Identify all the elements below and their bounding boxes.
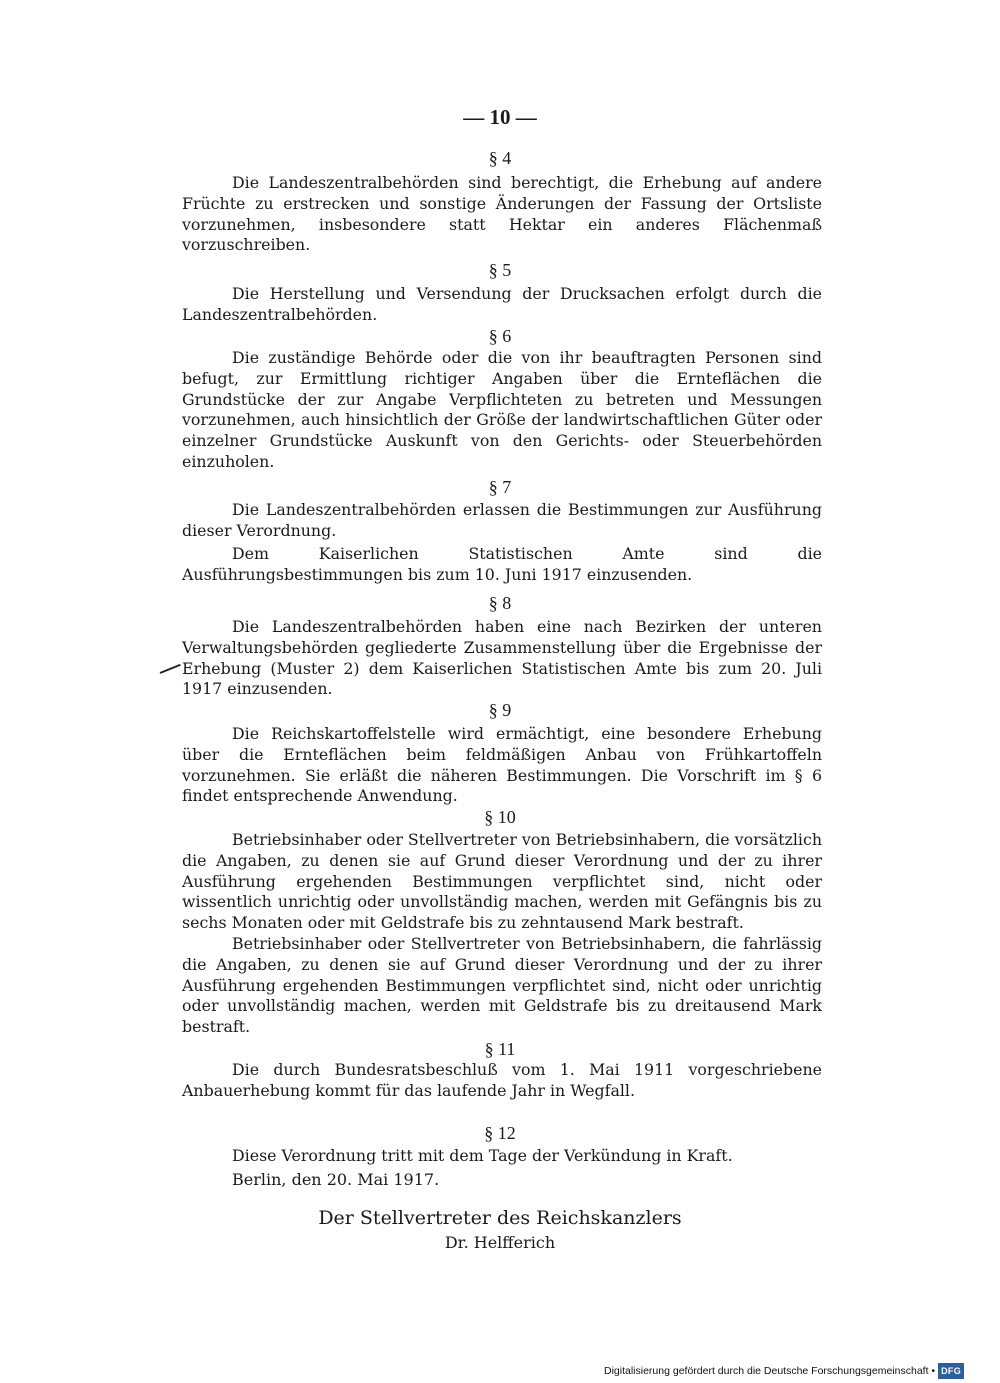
section-heading-5: § 5 <box>488 260 512 280</box>
digitization-footer <box>604 1363 964 1379</box>
paragraph-7-2: Dem Kaiserlichen Statistischen Amte sind die Ausführungsbestimmungen bis zum 10. Juni 1917 einzusenden. <box>182 544 822 584</box>
paragraph-8-1: Die Landeszentralbehörden haben eine nach Bezirken der unteren Verwaltungsbehörden gegliederte Zusammenstellung über die Ergebnisse der Erhebung (Muster 2) dem Kaiserlichen Statistischen Amte bis zum 20. Juli 1917 einzusenden. <box>182 617 822 699</box>
margin-pencil-mark <box>160 664 181 674</box>
paragraph-6-1: Die zuständige Behörde oder die von ihr beauftragten Personen sind befugt, zur Ermittlung richtiger Angaben über die Ernteflächen die Grundstücke der zur Angabe Verpflichteten zu betreten und Messungen vorzunehmen, auch hinsichtlich der Größe der landwirtschaftlichen Güter oder einzelner Grundstücke Auskunft von den Gerichts- oder Steuerbehörden einzuholen. <box>182 348 822 471</box>
place-date: Berlin, den 20. Mai 1917. <box>232 1170 440 1189</box>
section-heading-4: § 4 <box>488 148 512 168</box>
page-number: — 10 — <box>463 105 537 129</box>
section-heading-10: § 10 <box>484 807 516 827</box>
signature-title: Der Stellvertreter des Reichskanzlers <box>318 1207 682 1229</box>
dfg-logo: DFG <box>938 1363 964 1379</box>
section-heading-11: § 11 <box>484 1039 516 1059</box>
paragraph-10-2: Betriebsinhaber oder Stellvertreter von Betriebsinhabern, die fahrlässig die Angaben, zu denen sie auf Grund dieser Verordnung und der zu ihrer Ausführung ergehenden Bestimmungen verpflichtet sind, nicht oder unrichtig oder unvollständig machen, werden mit Geldstrafe bis zu dreitausend Mark bestraft. <box>182 934 822 1037</box>
signature-name: Dr. Helfferich <box>444 1233 556 1252</box>
paragraph-7-1: Die Landeszentralbehörden erlassen die Bestimmungen zur Ausführung dieser Verordnung. <box>182 500 822 540</box>
section-heading-12: § 12 <box>484 1123 516 1143</box>
paragraph-9-1: Die Reichskartoffelstelle wird ermächtigt, eine besondere Erhebung über die Ernteflächen beim feldmäßigen Anbau von Frühkartoffeln vorzunehmen. Sie erläßt die näheren Bestimmungen. Die Vorschrift im § 6 findet entsprechende Anwendung. <box>182 724 822 806</box>
paragraph-5-1: Die Herstellung und Versendung der Drucksachen erfolgt durch die Landeszentralbehörden. <box>182 284 822 324</box>
section-heading-7: § 7 <box>488 477 512 497</box>
paragraph-11-1: Die durch Bundesratsbeschluß vom 1. Mai 1911 vorgeschriebene Anbauerhebung kommt für das laufende Jahr in Wegfall. <box>182 1060 822 1100</box>
paragraph-10-1: Betriebsinhaber oder Stellvertreter von Betriebsinhabern, die vorsätzlich die Angaben, zu denen sie auf Grund dieser Verordnung und der zu ihrer Ausführung ergehenden Bestimmungen verpflichtet sind, nicht oder wissentlich unrichtig oder unvollständig machen, werden mit Gefängnis bis zu sechs Monaten oder mit Geldstrafe bis zu zehntausend Mark bestraft. <box>182 830 822 933</box>
section-heading-8: § 8 <box>488 593 512 613</box>
footer-text: Digitalisierung gefördert durch die Deutsche Forschungsgemeinschaft • <box>603 1365 936 1377</box>
section-heading-9: § 9 <box>488 700 512 720</box>
paragraph-12-1: Diese Verordnung tritt mit dem Tage der Verkündung in Kraft. <box>232 1146 733 1165</box>
paragraph-4-1: Die Landeszentralbehörden sind berechtigt, die Erhebung auf andere Früchte zu erstrecken und sonstige Änderungen der Fassung der Ortsliste vorzunehmen, insbesondere statt Hektar ein anderes Flächenmaß vorzuschreiben. <box>182 173 822 255</box>
section-heading-6: § 6 <box>488 326 512 346</box>
